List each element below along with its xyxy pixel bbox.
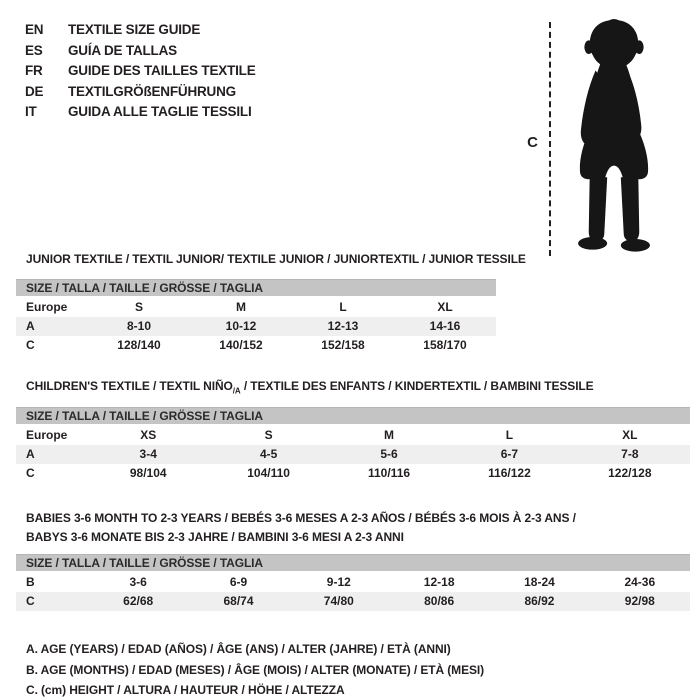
height-cell: 80/86 <box>424 594 455 609</box>
size-cell: XL <box>437 300 453 314</box>
language-row-es <box>25 41 256 62</box>
height-cell: 74/80 <box>323 594 354 609</box>
legend-footnotes <box>26 639 700 700</box>
language-code: EN <box>25 22 44 37</box>
babies-title-line2: BABYS 3-6 MONATE BIS 2-3 JAHRE / BAMBINI 3-6 MESI A 2-3 ANNI <box>26 530 404 545</box>
size-cell: S <box>134 300 143 314</box>
age-cell: 9-12 <box>326 575 351 590</box>
age-cell: 6-7 <box>500 447 519 462</box>
height-measure-figure <box>527 18 664 256</box>
row-label: A <box>26 319 35 333</box>
language-title-list <box>25 20 256 123</box>
row-label: C <box>26 594 35 609</box>
age-cell: 12-13 <box>327 319 359 333</box>
language-code: FR <box>25 63 43 78</box>
row-label: C <box>26 338 35 352</box>
age-cell: 5-6 <box>380 447 398 462</box>
height-cell: 86/92 <box>524 594 555 609</box>
junior-section-title: JUNIOR TEXTILE / TEXTIL JUNIOR/ TEXTILE JUNIOR / JUNIORTEXTIL / JUNIOR TESSILE <box>26 252 526 266</box>
toddler-silhouette-icon <box>564 18 664 256</box>
language-row-fr <box>25 61 256 82</box>
size-cell: XS <box>140 428 157 443</box>
language-row-en <box>25 20 256 41</box>
height-cell: 140/152 <box>219 338 263 352</box>
header <box>0 0 700 252</box>
footnote-age-years: A. AGE (YEARS) / EDAD (AÑOS) / ÂGE (ANS) / ALTER (JAHRE) / ETÀ (ANNI) <box>26 642 451 657</box>
language-title: GUIDA ALLE TAGLIE TESSILI <box>68 104 252 119</box>
row-label: Europe <box>26 428 68 443</box>
height-cell: 122/128 <box>608 466 652 481</box>
children-title-rest: / TEXTILE DES ENFANTS / KINDERTEXTIL / BAMBINI TESSILE <box>240 379 594 393</box>
age-cell: 18-24 <box>524 575 555 590</box>
age-cell: 6-9 <box>229 575 248 590</box>
size-cell: S <box>264 428 273 443</box>
language-code: IT <box>25 104 37 119</box>
height-dashed-line <box>549 22 551 256</box>
language-row-de <box>25 82 256 103</box>
height-cell: 110/116 <box>367 466 411 481</box>
height-cell: 158/170 <box>423 338 467 352</box>
children-title-subscript: /A <box>232 386 241 396</box>
age-cell: 4-5 <box>259 447 278 462</box>
row-label: Europe <box>26 300 68 314</box>
babies-title-line1: BABIES 3-6 MONTH TO 2-3 YEARS / BEBÉS 3-6 MESES A 2-3 AÑOS / BÉBÉS 3-6 MOIS À 2-3 ANS / <box>26 511 576 526</box>
table-row-height <box>16 464 690 483</box>
size-cell: L <box>505 428 514 443</box>
footnote-age-months: B. AGE (MONTHS) / EDAD (MESES) / ÂGE (MOIS) / ALTER (MONATE) / ETÀ (MESI) <box>26 662 485 677</box>
age-cell: 24-36 <box>624 575 656 590</box>
children-title-main: CHILDREN'S TEXTILE / TEXTIL NIÑO <box>26 379 233 393</box>
height-cell: 98/104 <box>129 466 167 481</box>
height-measure-label: C <box>527 133 538 151</box>
height-cell: 104/110 <box>247 466 290 481</box>
table-row-age <box>16 317 496 336</box>
table-row-europe <box>16 426 690 445</box>
height-cell: 62/68 <box>123 594 154 609</box>
junior-size-table <box>16 279 496 355</box>
size-cell: L <box>339 300 347 314</box>
age-cell: 3-4 <box>139 447 157 462</box>
row-label: C <box>26 466 35 481</box>
children-size-table <box>16 407 690 483</box>
table-row-height <box>16 336 496 355</box>
height-cell: 152/158 <box>321 338 365 352</box>
height-cell: 128/140 <box>117 338 161 352</box>
height-cell: 92/98 <box>624 594 655 609</box>
language-title: GUÍA DE TALLAS <box>68 42 177 58</box>
language-title: TEXTILE SIZE GUIDE <box>68 22 201 37</box>
height-cell: 68/74 <box>223 594 254 609</box>
size-cell: XL <box>622 428 638 443</box>
age-cell: 10-12 <box>225 319 257 333</box>
language-row-it <box>25 102 256 123</box>
age-cell: 7-8 <box>621 447 639 462</box>
height-cell: 116/122 <box>488 466 531 481</box>
age-cell: 14-16 <box>429 319 461 333</box>
children-section-title <box>26 379 700 395</box>
age-cell: 3-6 <box>129 575 147 590</box>
language-code: ES <box>25 42 43 58</box>
row-label: A <box>26 447 35 462</box>
footnote-height-cm: C. (cm) HEIGHT / ALTURA / HAUTEUR / HÖHE / ALTEZZA <box>26 683 345 698</box>
language-code: DE <box>25 83 44 99</box>
size-header-bar: SIZE / TALLA / TAILLE / GRÖSSE / TAGLIA <box>16 279 496 296</box>
age-cell: 12-18 <box>423 575 455 590</box>
size-header-bar: SIZE / TALLA / TAILLE / GRÖSSE / TAGLIA <box>16 554 690 571</box>
row-label: B <box>26 575 35 590</box>
table-row-height <box>16 592 690 611</box>
table-row-age <box>16 445 690 464</box>
language-title: TEXTILGRÖßENFÜHRUNG <box>68 83 236 99</box>
babies-size-table <box>16 554 690 611</box>
babies-section-title <box>26 509 700 547</box>
size-header-bar: SIZE / TALLA / TAILLE / GRÖSSE / TAGLIA <box>16 407 690 424</box>
table-row-age-months <box>16 573 690 592</box>
size-cell: M <box>236 300 246 314</box>
language-title: GUIDE DES TAILLES TEXTILE <box>68 63 256 78</box>
size-cell: M <box>384 428 395 443</box>
table-row-europe <box>16 298 496 317</box>
age-cell: 8-10 <box>126 319 152 333</box>
